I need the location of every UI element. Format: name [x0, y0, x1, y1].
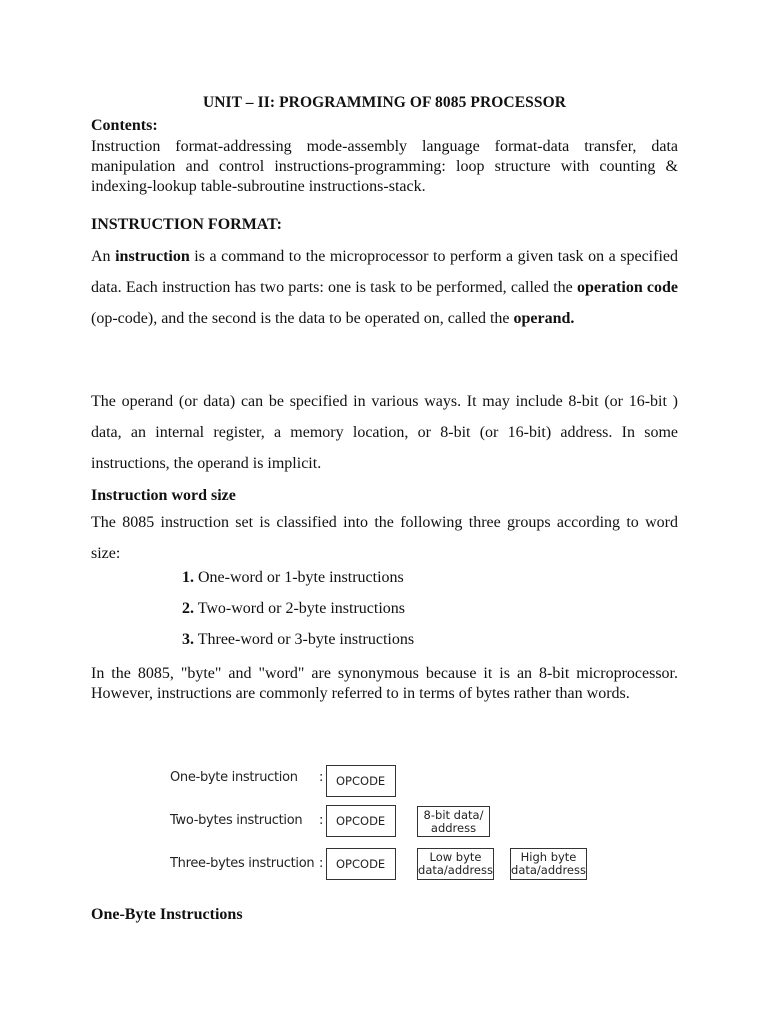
box-line: Low byte: [429, 850, 482, 864]
page-title: UNIT – II: PROGRAMMING OF 8085 PROCESSOR: [202, 94, 567, 111]
list-item: [182, 631, 414, 649]
opcode-box: OPCODE: [326, 848, 396, 880]
word-size-intro: The 8085 instruction set is classified into the following three groups according to word size:: [91, 514, 678, 562]
box-line: address: [430, 820, 477, 835]
list-number: 2.: [182, 600, 194, 617]
list-text: One-word or 1-byte instructions: [194, 569, 404, 586]
three-bytes-label: Three-bytes instruction: [170, 856, 315, 871]
list-number: 1.: [182, 569, 194, 586]
list-item: [182, 569, 404, 587]
term-instruction: instruction: [115, 248, 190, 265]
word-size-heading: Instruction word size: [91, 487, 236, 504]
instruction-definition-paragraph: [91, 241, 678, 334]
list-number: 3.: [182, 631, 194, 648]
list-item: [182, 600, 405, 618]
one-byte-heading: One-Byte Instructions: [91, 906, 243, 923]
colon: :: [319, 813, 324, 828]
contents-heading: Contents:: [91, 117, 158, 134]
term-operand: operand.: [513, 310, 575, 327]
text-run: (op-code), and the second is the data to be operated on, called the: [91, 310, 514, 327]
box-line: data/address: [511, 863, 586, 877]
instruction-format-heading: INSTRUCTION FORMAT:: [91, 216, 282, 233]
colon: :: [319, 856, 324, 871]
data-address-box: [417, 806, 490, 837]
text-run: An: [91, 248, 116, 265]
two-bytes-label: Two-bytes instruction: [170, 813, 303, 828]
box-line: 8-bit data/: [423, 807, 484, 822]
opcode-box: OPCODE: [326, 805, 396, 837]
low-byte-box: [417, 848, 494, 880]
box-line: High byte: [520, 850, 577, 864]
box-line: data/address: [418, 863, 493, 877]
one-byte-label: One-byte instruction: [170, 770, 298, 785]
text-run: is a command to the microprocessor to perform a given task on a specified data. Each instruction has two parts: one is task to be performed, called the: [91, 248, 678, 296]
operand-paragraph: The operand (or data) can be specified in various ways. It may include 8-bit (or 16-bit ) data, an internal register, a memory location, or 8-bit (or 16-bit) address. In some instructions, the operand is implicit.: [91, 393, 678, 472]
contents-text: Instruction format-addressing mode-assembly language format-data transfer, data manipulation and control instructions-programming: loop structure with counting & indexing-lookup table-subroutine instructions-stack.: [91, 138, 678, 195]
term-operation-code: operation code: [576, 279, 679, 296]
high-byte-box: [510, 848, 587, 880]
byte-word-note: In the 8085, "byte" and "word" are synonymous because it is an 8-bit microprocessor. However, instructions are commonly referred to in terms of bytes rather than words.: [91, 665, 678, 702]
opcode-box: OPCODE: [326, 765, 396, 797]
list-text: Two-word or 2-byte instructions: [194, 600, 405, 617]
list-text: Three-word or 3-byte instructions: [194, 631, 415, 648]
colon: :: [319, 770, 324, 785]
